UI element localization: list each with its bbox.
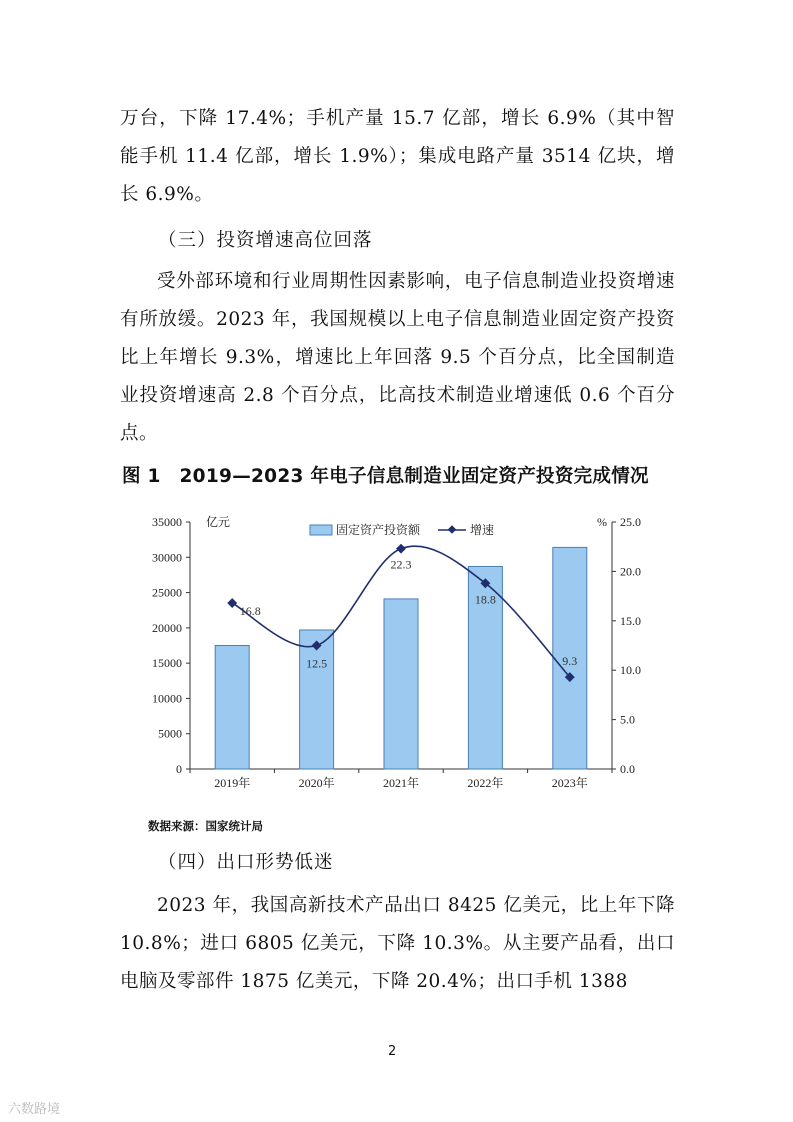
- x-tick-label: 2023年: [551, 776, 588, 790]
- paragraph-bot-text: 2023 年，我国高新技术产品出口 8425 亿美元，比上年下降 10.8%；进口 6805 亿美元，下降 10.3%。从主要产品看，出口电脑及零部件 1875 亿美元，下降 20.4%；出口手机 1388: [120, 895, 675, 992]
- growth-data-label: 16.8: [239, 604, 261, 619]
- bar: [215, 646, 249, 770]
- x-tick-label: 2019年: [214, 776, 251, 790]
- y-left-unit: 亿元: [206, 515, 231, 529]
- y-left-tick-label: 20000: [152, 620, 182, 635]
- growth-marker: [227, 598, 237, 608]
- y-right-tick-label: 25.0: [620, 515, 641, 529]
- investment-chart-svg: [120, 500, 680, 810]
- y-left-tick-label: 35000: [152, 515, 182, 529]
- growth-marker: [396, 544, 406, 554]
- figure-title: 图 1 2019—2023 年电子信息制造业固定资产投资完成情况: [122, 466, 649, 487]
- growth-data-label: 22.3: [390, 557, 412, 572]
- paragraph-top: [120, 100, 675, 214]
- legend-bar-label: 固定资产投资额: [336, 523, 421, 537]
- y-left-tick-label: 10000: [152, 691, 182, 706]
- x-tick-label: 2021年: [382, 776, 420, 790]
- y-left-tick-label: 30000: [152, 550, 182, 565]
- y-left-tick-label: 25000: [152, 585, 182, 600]
- bar: [384, 599, 418, 769]
- legend-line-marker: [448, 525, 456, 533]
- page-number: 2: [388, 1044, 397, 1059]
- y-left-tick-label: 0: [176, 762, 182, 776]
- growth-data-label: 12.5: [306, 656, 328, 671]
- paragraph-bot: [120, 887, 675, 1001]
- paragraph-mid-text: 受外部环境和行业周期性因素影响，电子信息制造业投资增速有所放缓。2023 年，我国规模以上电子信息制造业固定资产投资比上年增长 9.3%，增速比上年回落 9.5 个百分点，比全国制造业投资增速高 2.8 个百分点，比高技术制造业增速低 0.6 个百分点。: [120, 271, 675, 444]
- section-3-heading: （三）投资增速高位回落: [158, 230, 373, 251]
- source-note: 数据来源：国家统计局: [148, 819, 263, 833]
- y-right-tick-label: 5.0: [620, 712, 635, 727]
- x-tick-label: 2022年: [467, 776, 504, 790]
- growth-data-label: 18.8: [474, 592, 496, 607]
- paragraph-top-text: 万台，下降 17.4%；手机产量 15.7 亿部，增长 6.9%（其中智能手机 11.4 亿部，增长 1.9%）；集成电路产量 3514 亿块，增长 6.9%。: [120, 108, 675, 205]
- y-right-tick-label: 10.0: [620, 663, 641, 678]
- y-left-tick-label: 15000: [152, 656, 182, 671]
- x-tick-label: 2020年: [298, 776, 335, 790]
- legend-bar-swatch: [310, 525, 332, 535]
- bar: [300, 630, 334, 769]
- y-right-unit: %: [597, 515, 607, 529]
- y-right-tick-label: 20.0: [620, 564, 641, 579]
- legend-line-label: 增速: [470, 523, 495, 537]
- paragraph-mid: [120, 263, 675, 453]
- section-4-heading: （四）出口形势低迷: [158, 852, 334, 873]
- y-right-tick-label: 15.0: [620, 613, 641, 628]
- investment-chart: [120, 500, 680, 810]
- growth-data-label: 9.3: [562, 654, 578, 669]
- y-right-tick-label: 0.0: [620, 762, 635, 776]
- y-left-tick-label: 5000: [158, 726, 182, 741]
- watermark-logo: 六数路境: [8, 1102, 61, 1117]
